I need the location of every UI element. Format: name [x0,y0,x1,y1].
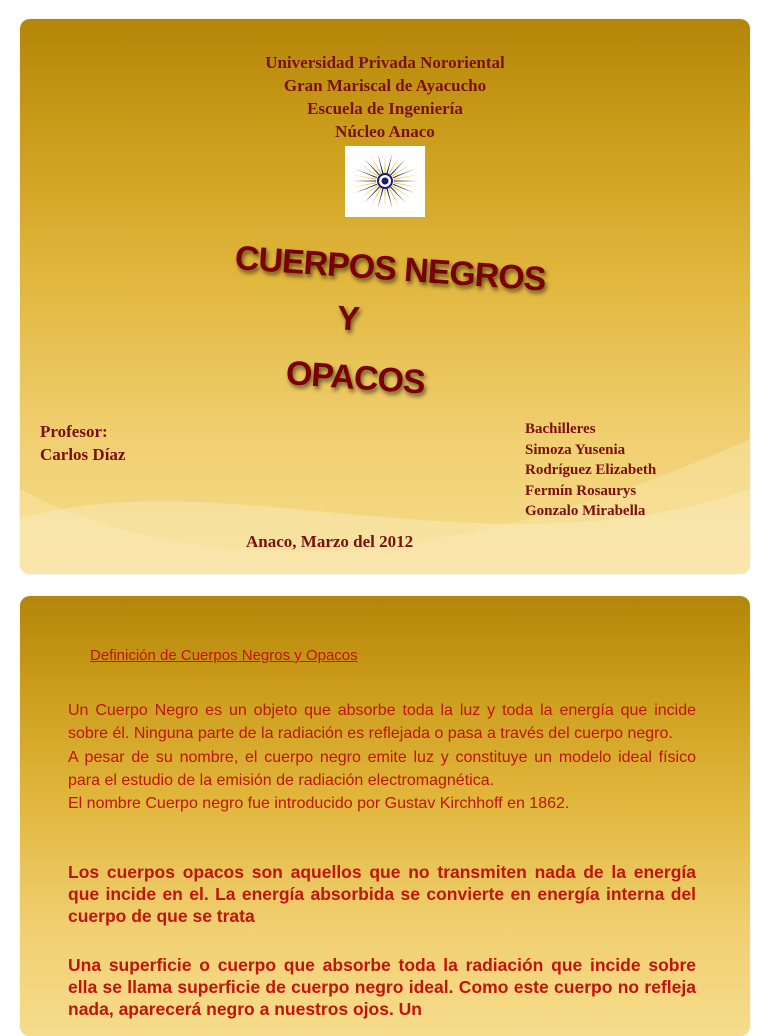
logo-ray [378,154,384,174]
logo-ray [386,188,392,208]
student-name: Simoza Yusenia [525,441,626,458]
logo-ray [378,188,384,208]
date-line: Anaco, Marzo del 2012 [246,532,414,551]
logo-ray [386,154,392,174]
student-name: Fermín Rosaurys [525,482,637,499]
title-line-1: CUERPOS NEGROS [233,239,547,299]
slide-heading: Definición de Cuerpos Negros y Opacos [90,647,358,664]
logo-ray [394,182,418,187]
paragraph-cuerpo-negro: Un Cuerpo Negro es un objeto que absorbe toda la luz y toda la energía que incide sobre él. Ninguna parte de la radiación es reflejada o pasa a través del cuerpo negro. A pesar de su nombre, el cuerpo negro emite luz y constituye un modelo ideal físico para el estudio de la emisión de radiación electromagnética. El nombre Cuerpo negro fue introducido por Gustav Kirchhoff en 1862. [68,702,696,813]
institution-line: Escuela de Ingeniería [307,99,463,118]
logo-ray [352,180,376,181]
logo-ray [353,175,377,180]
institution-line: Gran Mariscal de Ayacucho [283,76,487,95]
institution-line: Núcleo Anaco [335,122,435,141]
logo-ray [384,189,385,209]
logo-ray [353,182,377,187]
bachilleres-label: Bachilleres [525,421,596,437]
sun-emblem-icon [345,146,425,217]
title-slide [20,19,750,574]
title-line-2: Y [335,299,360,339]
students-block [525,419,656,522]
logo-ray [384,153,385,173]
title-line-3: OPACOS [284,354,426,402]
logo-ray [394,175,418,180]
institution-line: Universidad Privada Nororiental [265,53,505,72]
definition-slide [20,596,750,1036]
paragraph-cuerpos-opacos: Los cuerpos opacos son aquellos que no transmiten nada de la energía que incide en el. La energía absorbida se convierte en energía interna del cuerpo de que se trata [68,862,696,926]
profesor-name: Carlos Díaz [40,445,126,464]
student-name: Gonzalo Mirabella [525,503,646,519]
profesor-label: Profesor: [40,422,108,441]
student-name: Rodríguez Elizabeth [525,462,657,478]
logo-ray [394,180,418,181]
university-logo [345,146,425,217]
paragraph-superficie-negra: Una superficie o cuerpo que absorbe toda la radiación que incide sobre ella se llama superficie de cuerpo negro ideal. Como este cuerpo no refleja nada, aparecerá negro a nuestros ojos. Un [68,955,696,1019]
